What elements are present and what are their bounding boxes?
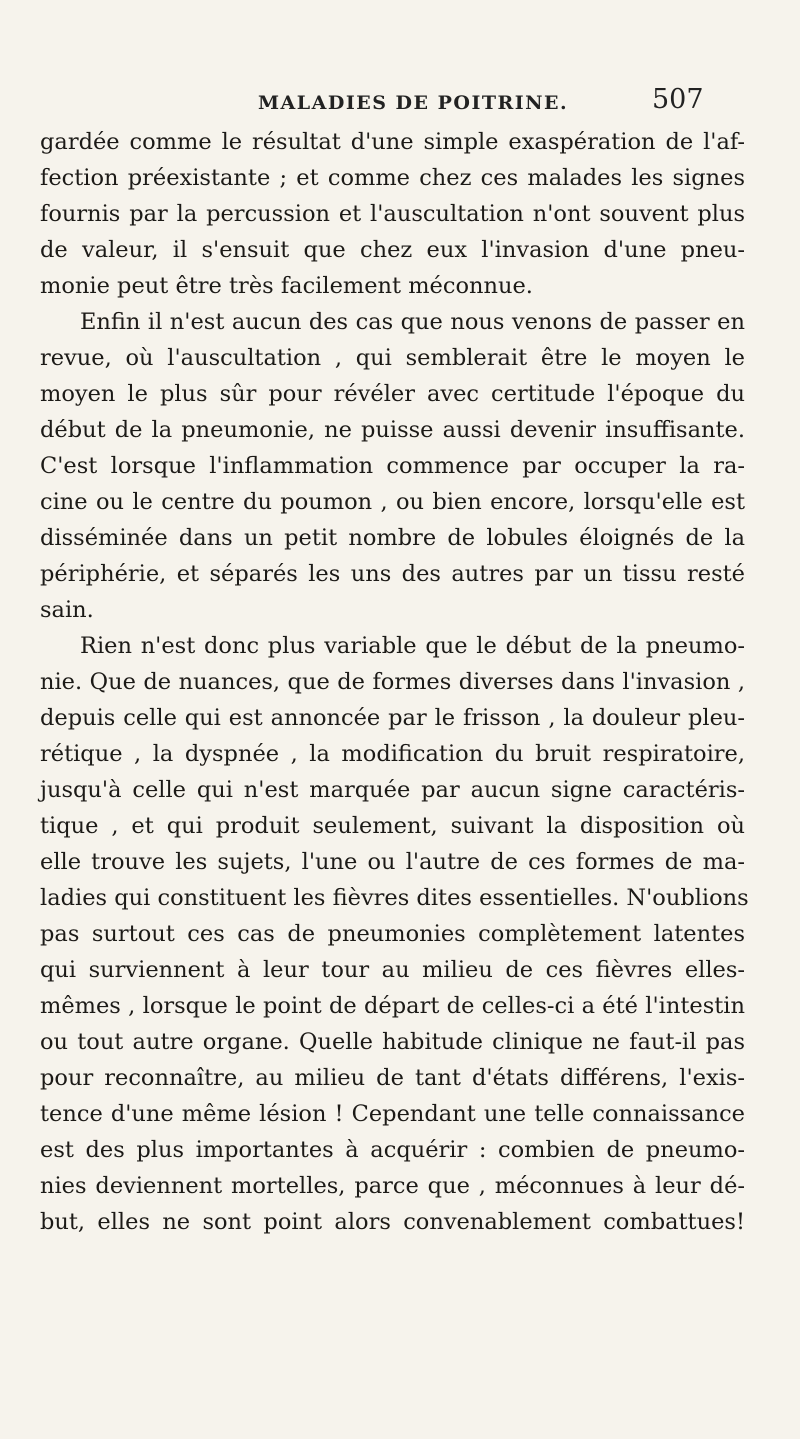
text-line: depuis celle qui est annoncée par le frisson , la douleur pleu- bbox=[40, 705, 745, 731]
text-line: C'est lorsque l'inflammation commence par occuper la ra- bbox=[40, 453, 745, 479]
text-line: sain. bbox=[40, 597, 94, 623]
text-line: ladies qui constituent les fièvres dites essentielles. N'oublions bbox=[40, 885, 749, 911]
text-line: qui surviennent à leur tour au milieu de ces fièvres elles- bbox=[40, 957, 745, 983]
text-line: pour reconnaître, au milieu de tant d'états différens, l'exis- bbox=[40, 1065, 745, 1091]
text-line: Enfin il n'est aucun des cas que nous venons de passer en bbox=[80, 309, 745, 335]
text-line: but, elles ne sont point alors convenablement combattues! bbox=[40, 1209, 745, 1235]
text-line: ou tout autre organe. Quelle habitude clinique ne faut-il pas bbox=[40, 1029, 745, 1055]
text-line: elle trouve les sujets, l'une ou l'autre de ces formes de ma- bbox=[40, 849, 745, 875]
text-line: jusqu'à celle qui n'est marquée par aucun signe caractéris- bbox=[40, 777, 745, 803]
text-line: pas surtout ces cas de pneumonies complètement latentes bbox=[40, 921, 745, 947]
text-line: rétique , la dyspnée , la modification du bruit respiratoire, bbox=[40, 741, 745, 767]
text-line: mêmes , lorsque le point de départ de celles-ci a été l'intestin bbox=[40, 993, 745, 1019]
page-number: 507 bbox=[652, 84, 704, 115]
text-line: début de la pneumonie, ne puisse aussi devenir insuffisante. bbox=[40, 417, 745, 443]
text-line: nie. Que de nuances, que de formes diverses dans l'invasion , bbox=[40, 669, 745, 695]
text-line: Rien n'est donc plus variable que le début de la pneumo- bbox=[80, 633, 745, 659]
text-line: fection préexistante ; et comme chez ces malades les signes bbox=[40, 165, 745, 191]
text-line: nies deviennent mortelles, parce que , méconnues à leur dé- bbox=[40, 1173, 745, 1199]
text-line: disséminée dans un petit nombre de lobules éloignés de la bbox=[40, 525, 745, 551]
text-line: revue, où l'auscultation , qui semblerait être le moyen le bbox=[40, 345, 745, 371]
text-line: gardée comme le résultat d'une simple exaspération de l'af- bbox=[40, 129, 745, 155]
text-line: tence d'une même lésion ! Cependant une telle connaissance bbox=[40, 1101, 745, 1127]
running-head: MALADIES DE POITRINE. bbox=[258, 92, 569, 114]
text-line: périphérie, et séparés les uns des autres par un tissu resté bbox=[40, 561, 745, 587]
text-line: est des plus importantes à acquérir : combien de pneumo- bbox=[40, 1137, 745, 1163]
text-line: tique , et qui produit seulement, suivant la disposition où bbox=[40, 813, 745, 839]
text-line: monie peut être très facilement méconnue. bbox=[40, 273, 533, 299]
text-line: moyen le plus sûr pour révéler avec certitude l'époque du bbox=[40, 381, 745, 407]
text-line: cine ou le centre du poumon , ou bien encore, lorsqu'elle est bbox=[40, 489, 745, 515]
text-line: fournis par la percussion et l'auscultation n'ont souvent plus bbox=[40, 201, 745, 227]
text-line: de valeur, il s'ensuit que chez eux l'invasion d'une pneu- bbox=[40, 237, 745, 263]
